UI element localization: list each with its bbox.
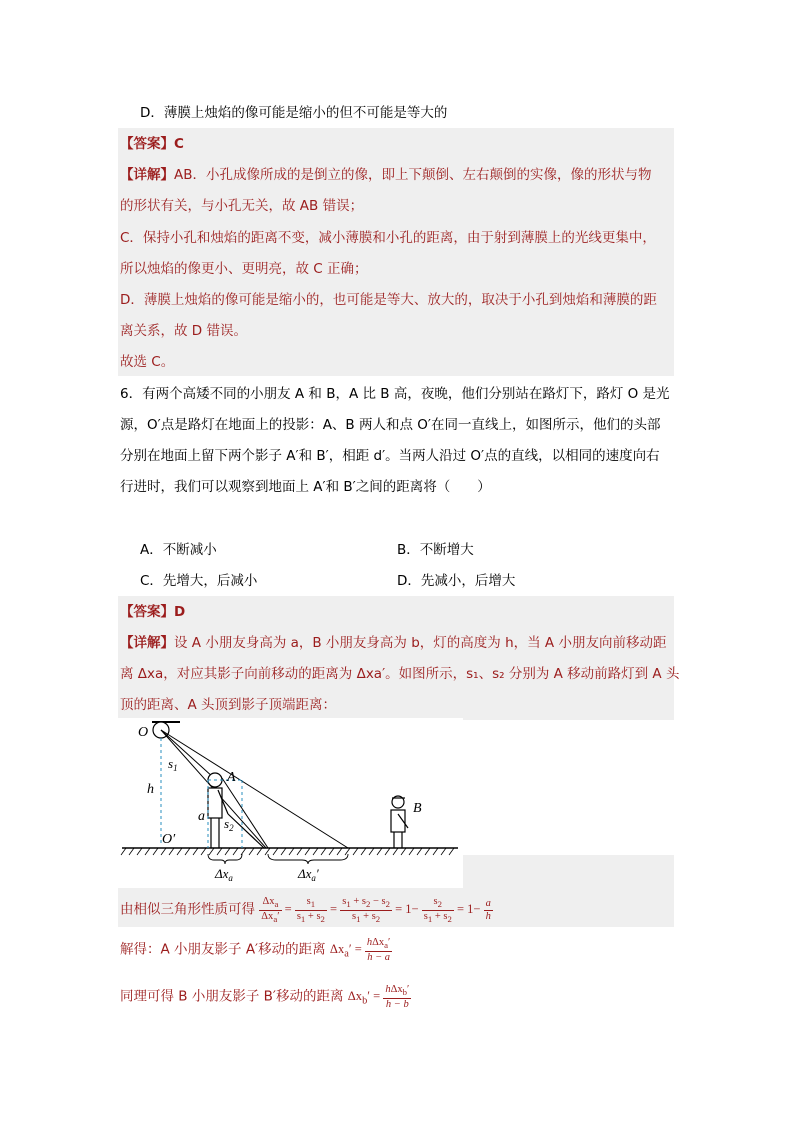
label-a-height: a (198, 809, 205, 824)
similar-text: 由相似三角形性质可得 (120, 901, 255, 918)
q5-detail-line-2: 的形状有关，与小孔无关，故 AB 错误； (120, 198, 364, 214)
q6-answer (120, 602, 185, 622)
label-dxa-prime: $\Delta x_a'$ (298, 866, 319, 883)
label-a-upper: A (227, 770, 236, 785)
label-s1: $s_1$ (168, 756, 178, 773)
q6-detail-line-2: 离 Δxa，对应其影子向前移动的距离为 Δxa′。如图所示，s₁、s₂ 分别为 A 移动前路灯到 A 头 (120, 666, 680, 682)
label-h: h (147, 782, 154, 797)
q6-same-line (120, 984, 411, 1014)
q5-detail-line-1 (120, 165, 652, 185)
q5-detail-line-4: 所以烛焰的像更小、更明亮，故 C 正确； (120, 261, 368, 277)
answer-value: C (174, 136, 184, 152)
q6-solve-line (120, 937, 392, 967)
q6-detail-line-3: 顶的距离、A 头顶到影子顶端距离： (120, 697, 337, 713)
q6-detail-line-1 (120, 633, 666, 653)
label-b: B (413, 801, 422, 816)
q5-detail-line-5: D．薄膜上烛焰的像可能是缩小的，也可能是等大、放大的，取决于小孔到烛焰和薄膜的距 (120, 292, 657, 308)
q6-option-b: B．不断增大 (397, 542, 474, 558)
q6-option-a: A．不断减小 (140, 542, 217, 558)
same-text: 同理可得 B 小朋友影子 B′移动的距离 (120, 988, 344, 1005)
label-o-prime: O′ (162, 832, 176, 847)
answer-value: D (174, 604, 186, 620)
formula-ratio: $\frac{\Delta x_a}{\Delta x_a'}$ = $\frac{s_1}{s_1 + s_2}$ = $\frac{s_1 + s_2 - s_2}{s_1 + s_2}$ = 1− $\frac{s_2}{s_1 + s_2}$ = 1− $\frac{a}{h}$ (261, 896, 491, 925)
q6-stem-line-1: 6．有两个高矮不同的小朋友 A 和 B，A 比 B 高，夜晚，他们分别站在路灯下，路灯 O 是光 (120, 386, 670, 402)
solve-text: 解得：A 小朋友影子 A′移动的距离 (120, 941, 326, 958)
q6-option-c: C．先增大，后减小 (140, 573, 258, 589)
q5-conclusion: 故选 C。 (120, 354, 175, 370)
detail-text: 设 A 小朋友身高为 a，B 小朋友身高为 b，灯的高度为 h，当 A 小朋友向前移动距 (174, 635, 667, 651)
q6-stem-line-3: 分别在地面上留下两个影子 A′和 B′，相距 d′。当两人沿过 O′点的直线，以相同的速度向右 (120, 448, 660, 464)
detail-text: AB．小孔成像所成的是倒立的像，即上下颠倒、左右颠倒的实像，像的形状与物 (174, 167, 652, 183)
shadow-diagram (118, 718, 463, 888)
q5-answer (120, 134, 184, 154)
q5-option-d: D．薄膜上烛焰的像可能是缩小的但不可能是等大的 (140, 105, 448, 121)
q5-detail-line-3: C．保持小孔和烛焰的距离不变，减小薄膜和小孔的距离，由于射到薄膜上的光线更集中， (120, 230, 656, 246)
q6-stem-line-2: 源，O′点是路灯在地面上的投影：A、B 两人和点 O′在同一直线上，如图所示，他们的头部 (120, 417, 661, 433)
label-s2: $s_2$ (224, 816, 234, 833)
answer-label: 【答案】 (120, 136, 174, 152)
formula-solve-a: $\Delta x_a'$ = $\frac{h\Delta x_a'}{h - a}$ (329, 937, 391, 964)
q6-similar-formula-line (120, 896, 493, 925)
q6-option-d: D．先减小，后增大 (397, 573, 516, 589)
answer-label: 【答案】 (120, 604, 174, 620)
detail-label: 【详解】 (120, 167, 174, 183)
detail-label: 【详解】 (120, 635, 174, 651)
q5-detail-line-6: 离关系，故 D 错误。 (120, 323, 247, 339)
label-o: O (138, 725, 149, 740)
q6-stem-line-4: 行进时，我们可以观察到地面上 A′和 B′之间的距离将（ ） (120, 479, 491, 495)
label-dxa: $\Delta x_a$ (215, 866, 233, 883)
formula-solve-b: $\Delta x_b'$ = $\frac{h\Delta x_b'}{h - b}$ (347, 984, 410, 1011)
